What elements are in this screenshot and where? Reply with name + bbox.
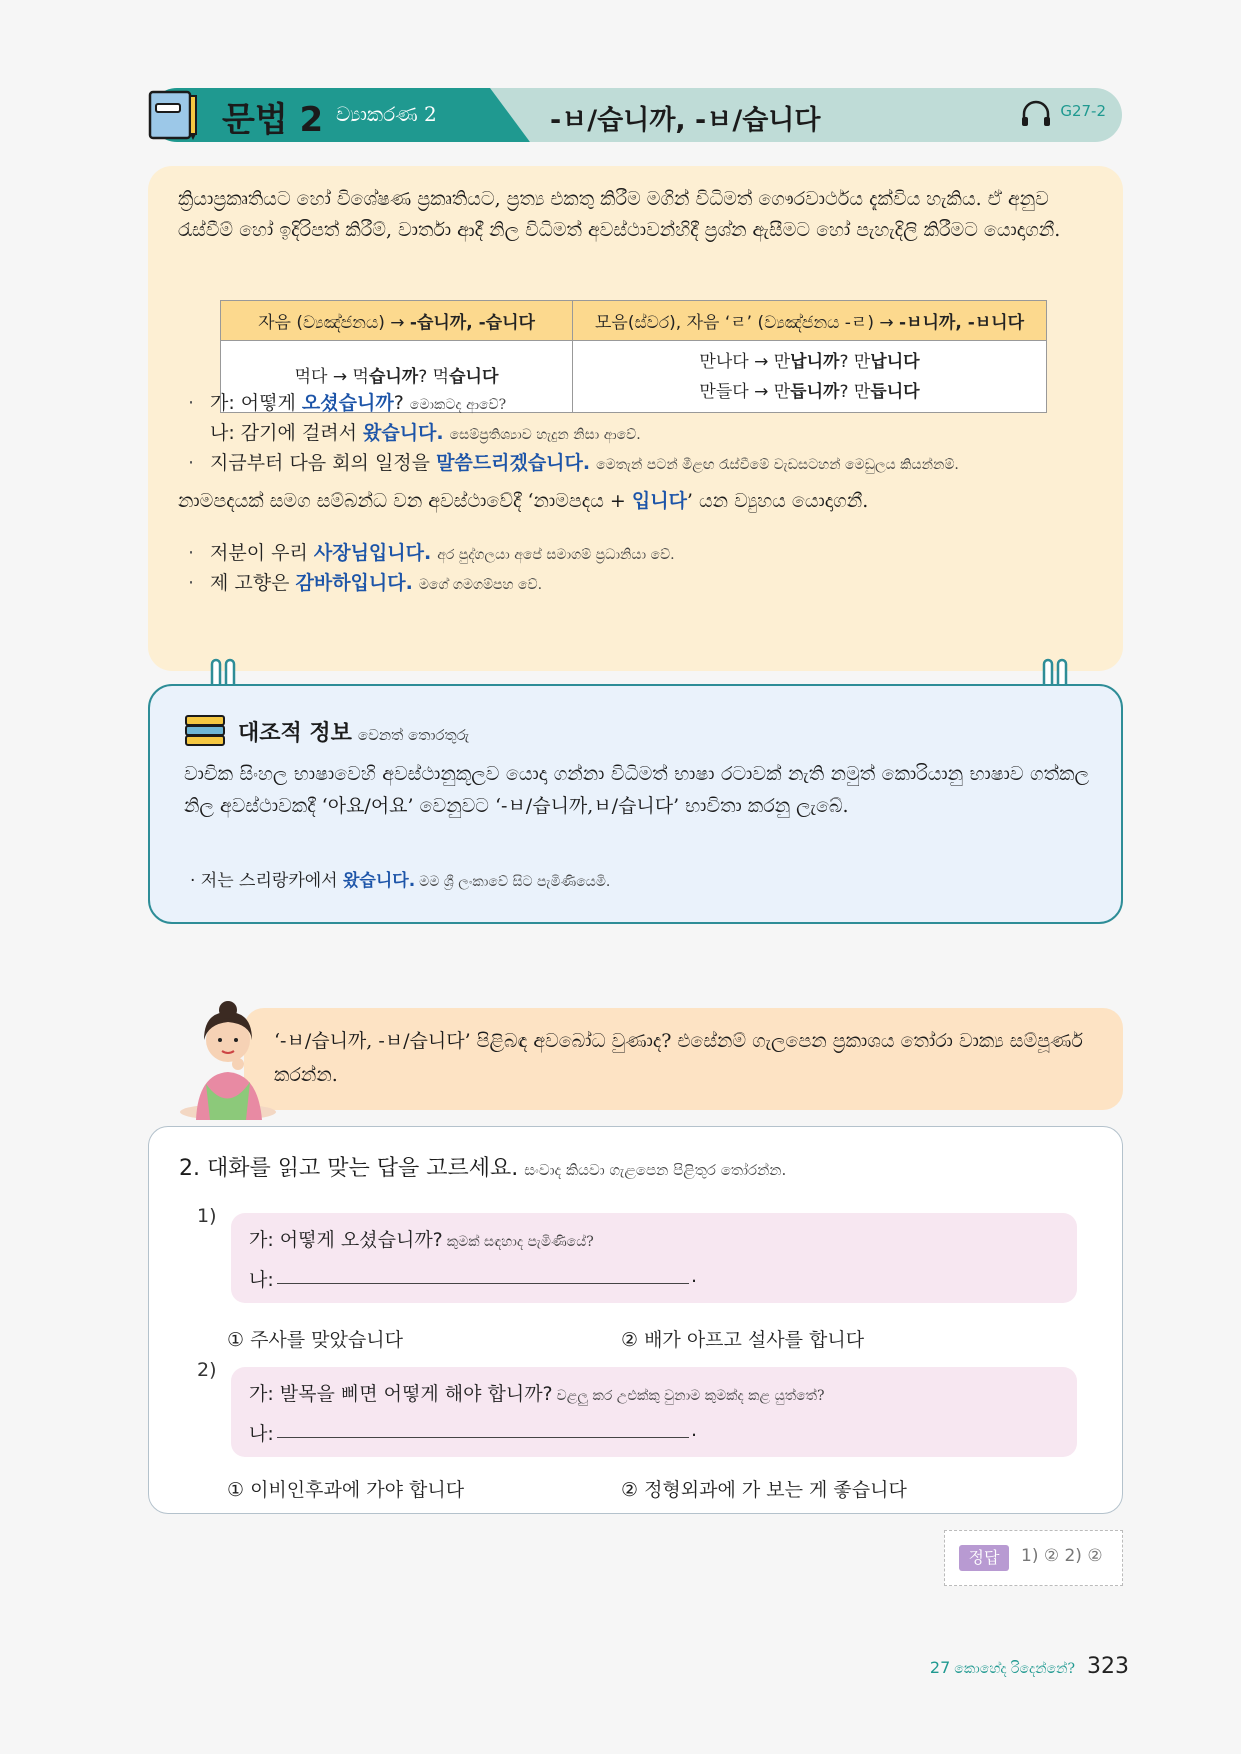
contrast-body: වාචික සිංහල භාෂාවෙහි අවස්ථානුකූලව යොදා ගන්නා විධිමත් භාෂා රටාවක් නැති නමුත් කොරියානු භාෂාව ගත්කල නිල අවස්ථාවකදී ‘아요/어요’ වෙනුවට ‘-ㅂ/습니까,ㅂ/습니다’ භාවිතා කරනු ලැබේ. <box>184 763 1089 817</box>
grammar-header <box>150 88 1122 142</box>
exercise-box <box>148 1126 1123 1514</box>
option-2[interactable]: ② 배가 아프고 설사를 합니다 <box>621 1329 865 1351</box>
answer-period: . <box>691 1419 698 1441</box>
answer-label: 나: <box>249 1269 274 1291</box>
option-1[interactable]: ① 이비인후과에 가야 합니다 <box>227 1479 465 1501</box>
headphone-icon[interactable] <box>1020 100 1052 128</box>
table-header-consonant: 자음 (ව්‍යඤ්ජනය) → -습니까, -습니다 <box>221 301 573 341</box>
item-number: 2) <box>197 1359 217 1381</box>
page-footer <box>930 1654 1129 1679</box>
contrast-title: 대조적 정보 වෙනත් තොරතුරු <box>238 721 470 746</box>
example-line: · 저분이 우리 사장님입니다. අර පුද්ගලයා අපේ සමාගම් ප්‍රධානියා වේ. <box>188 542 675 564</box>
contrast-info-box <box>148 684 1123 924</box>
explanation-paragraph: ක්‍රියාප්‍රකෘතියට හෝ විශේෂණ ප්‍රකෘතියට, ප්‍රත්‍ය එකතු කිරීම මගින් විධිමත් ගෞරවාර්ථය දැක්විය හැකිය. ඒ අනුව රැස්වීම් හෝ ඉදිරිපත් කිරීම්, වාර්තා ආදී නිල විධිමත් අවස්ථාවන්හිදී ප්‍රශ්න ඇසීමට හෝ පැහැදිලි කිරීමට යොදාගනී. <box>178 188 1061 241</box>
grammar-subtitle: ව්‍යාකරණ 2 <box>336 102 437 126</box>
table-header-vowel: 모음(ස්වර), 자음 ‘ㄹ’ (ව්‍යඤ්ජනය -ㄹ) → -ㅂ니까, -ㅂ니다 <box>573 301 1047 341</box>
answer-blank[interactable] <box>277 1437 689 1438</box>
teacher-character-icon <box>176 994 280 1120</box>
grammar-title: 문법 2 <box>222 100 324 140</box>
audio-code[interactable]: G27-2 <box>1060 102 1106 120</box>
lesson-number: 27 <box>929 1658 951 1677</box>
example-line: 나: 감기에 걸려서 왔습니다. සෙම්ප්‍රතිශ්‍යාව හැදුන නිසා ආවේ. <box>210 422 641 444</box>
answer-period: . <box>691 1265 698 1287</box>
item-number: 1) <box>197 1205 217 1227</box>
answer-label: 나: <box>249 1423 274 1445</box>
book-icon <box>146 86 200 142</box>
example-line: · 가: 어떻게 오셨습니까? මොකටද ආවේ? <box>188 392 507 414</box>
dialogue-box <box>231 1213 1077 1303</box>
dialogue-box <box>231 1367 1077 1457</box>
answer-tag: 정답 <box>959 1545 1009 1571</box>
lesson-title: කොහේද රිදෙන්නේ? <box>954 1661 1075 1677</box>
option-2[interactable]: ② 정형외과에 가 보는 게 좋습니다 <box>621 1479 907 1501</box>
prompt-text: ‘-ㅂ/습니까, -ㅂ/습니다’ පිළිබඳ අවබෝධ වුණාද? එසේනම් ගැලපෙන ප්‍රකාශය තෝරා වාක්‍ය සම්පූර්ණ කරන්න. <box>274 1030 1083 1086</box>
table-cell-vowel: 만나다 → 만납니까? 만납니다 만들다 → 만듭니까? 만듭니다 <box>573 341 1047 413</box>
contrast-example: · 저는 스리랑카에서 왔습니다. මම ශ්‍රී ලංකාවේ සිට පැමිණියෙමි. <box>190 871 611 891</box>
noun-rule-paragraph: නාමපදයක් සමග සම්බන්ධ වන අවස්ථාවේදී ‘නාමපදය + 입니다’ යන ව්‍යුහය යොදාගනී. <box>178 490 869 512</box>
books-stack-icon <box>184 714 226 748</box>
explanation-box <box>148 166 1123 671</box>
example-line: · 제 고향은 감바하입니다. මගේ ගමගම්පහ වේ. <box>188 572 543 594</box>
example-line: · 지금부터 다음 회의 일정을 말씀드리겠습니다. මෙතැන් පටන් මීළඟ රැස්වීමේ වැඩසටහන් මෙඩුලය කියන්නම්. <box>188 452 959 474</box>
grammar-form: -ㅂ/습니까, -ㅂ/습니다 <box>550 105 821 136</box>
exercise-question: 2. 대화를 읽고 맞는 답을 고르세요. සංවාද කියවා ගැළපෙන පිළිතුර තෝරන්න. <box>179 1156 787 1181</box>
table-cell-consonant: 먹다 → 먹습니까? 먹습니다 <box>221 341 573 413</box>
option-1[interactable]: ① 주사를 맞았습니다 <box>227 1329 403 1351</box>
answer-value: 1) ② 2) ② <box>1021 1546 1103 1566</box>
prompt-bubble <box>244 1008 1123 1110</box>
page-number: 323 <box>1087 1654 1129 1679</box>
answer-key <box>944 1530 1123 1586</box>
answer-blank[interactable] <box>277 1283 689 1284</box>
dialogue-question: 가: 어떻게 오셨습니까? කුමක් සඳහාද පැමිණියේ? <box>249 1229 594 1251</box>
dialogue-question: 가: 발목을 삐면 어떻게 해야 합니까? වළලු කර උළුක්කු වුනාම කුමක්ද කළ යුත්තේ? <box>249 1383 825 1405</box>
